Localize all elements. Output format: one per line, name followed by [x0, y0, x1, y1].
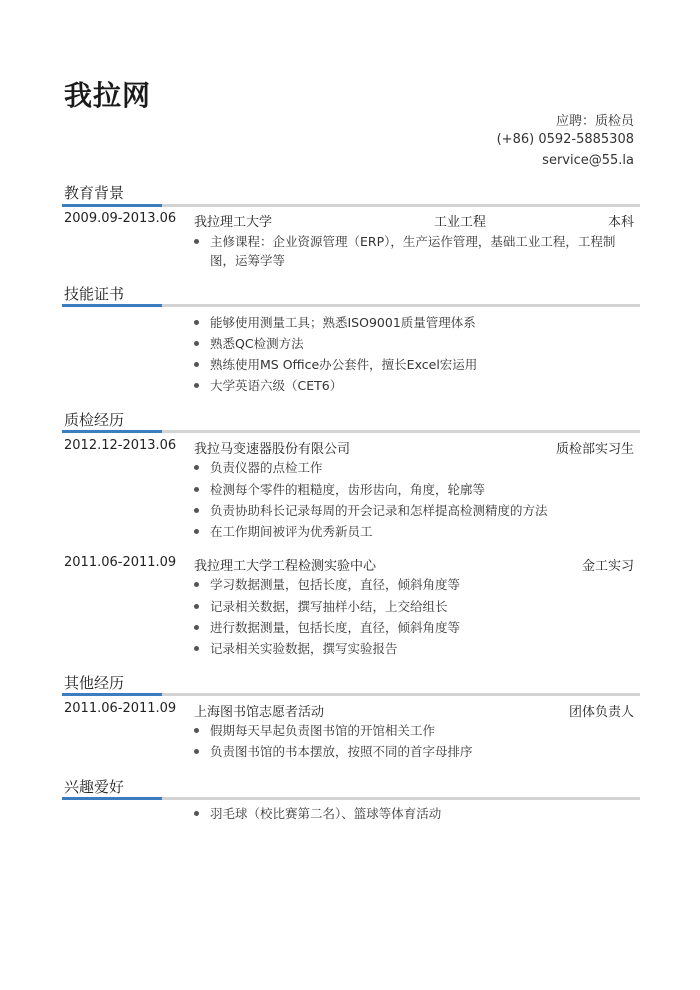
other-entry-org: 上海图书馆志愿者活动	[194, 705, 325, 720]
section-rule-accent	[62, 693, 162, 696]
qc-entry-date: 2011.06-2011.09	[64, 555, 177, 570]
other-entry-role: 团体负责人	[568, 705, 634, 720]
bullet-dot-icon	[194, 487, 199, 492]
bullet-dot-icon	[194, 646, 199, 651]
resume-name: 我拉网	[64, 79, 152, 112]
list-item-text: 熟练使用MS Office办公套件，擅长Excel宏运用	[210, 357, 478, 372]
section-rule-accent	[62, 304, 162, 307]
qc-entry-role: 金工实习	[581, 559, 634, 574]
section-title-skills: 技能证书	[64, 285, 125, 303]
qc-entry-org: 我拉理工大学工程检测实验中心	[194, 559, 377, 574]
list-item	[194, 313, 640, 332]
list-item	[194, 334, 640, 353]
other-entry-date: 2011.06-2011.09	[64, 701, 177, 716]
bullet-dot-icon	[194, 239, 199, 244]
list-item-text: 羽毛球（校比赛第二名）、篮球等体育活动	[210, 806, 442, 821]
list-item	[194, 501, 640, 520]
list-item	[194, 232, 640, 270]
list-item-text: 负责协助科长记录每周的开会记录和怎样提高检测精度的方法	[210, 503, 548, 518]
list-item-text: 负责图书馆的书本摆放，按照不同的首字母排序	[210, 744, 473, 759]
list-item-text: 记录相关实验数据，撰写实验报告	[210, 641, 398, 656]
bullet-dot-icon	[194, 749, 199, 754]
section-title-other: 其他经历	[64, 674, 125, 692]
bullet-dot-icon	[194, 341, 199, 346]
list-item	[194, 597, 640, 616]
education-school: 我拉理工大学	[194, 215, 273, 230]
education-degree: 本科	[607, 215, 634, 230]
list-item-text: 负责仪器的点检工作	[210, 460, 323, 475]
list-item-text: 主修课程：企业资源管理（ERP），生产运作管理，基础工业工程，工程制图，运筹学等	[210, 234, 616, 268]
section-rule-accent	[62, 430, 162, 433]
bullet-dot-icon	[194, 582, 199, 587]
list-item	[194, 721, 640, 740]
list-item	[194, 522, 640, 541]
list-item	[194, 742, 640, 761]
bullet-dot-icon	[194, 508, 199, 513]
education-date: 2009.09-2013.06	[64, 211, 177, 226]
section-title-education: 教育背景	[64, 184, 125, 202]
qc-entry-org: 我拉马变速器股份有限公司	[194, 442, 351, 457]
qc-entry-date: 2012.12-2013.06	[64, 438, 177, 453]
section-rule-accent	[62, 797, 162, 800]
phone-number: (+86) 0592-5885308	[496, 132, 634, 147]
bullet-dot-icon	[194, 625, 199, 630]
list-item-text: 熟悉QC检测方法	[210, 336, 304, 351]
list-item-text: 学习数据测量，包括长度，直径，倾斜角度等	[210, 577, 461, 592]
qc-entry-role: 质检部实习生	[555, 442, 634, 457]
list-item-text: 进行数据测量，包括长度，直径，倾斜角度等	[210, 620, 461, 635]
list-item	[194, 376, 640, 395]
section-rule-accent	[62, 204, 162, 207]
list-item-text: 记录相关数据，撰写抽样小结，上交给组长	[210, 599, 448, 614]
list-item	[194, 639, 640, 658]
list-item-text: 大学英语六级（CET6）	[210, 378, 343, 393]
list-item	[194, 480, 640, 499]
bullet-dot-icon	[194, 465, 199, 470]
list-item	[194, 804, 640, 823]
bullet-dot-icon	[194, 362, 199, 367]
education-major: 工业工程	[434, 215, 487, 230]
section-title-qc: 质检经历	[64, 411, 125, 429]
section-title-hobbies: 兴趣爱好	[64, 778, 125, 796]
bullet-dot-icon	[194, 320, 199, 325]
list-item	[194, 458, 640, 477]
bullet-dot-icon	[194, 529, 199, 534]
list-item	[194, 355, 640, 374]
list-item-text: 能够使用测量工具；熟悉ISO9001质量管理体系	[210, 315, 476, 330]
bullet-dot-icon	[194, 728, 199, 733]
bullet-dot-icon	[194, 811, 199, 816]
email-address: service@55.la	[542, 153, 634, 168]
list-item	[194, 575, 640, 594]
list-item	[194, 618, 640, 637]
bullet-dot-icon	[194, 383, 199, 388]
list-item-text: 假期每天早起负责图书馆的开馆相关工作	[210, 723, 436, 738]
list-item-text: 在工作期间被评为优秀新员工	[210, 524, 373, 539]
bullet-dot-icon	[194, 604, 199, 609]
apply-position: 应聘：质检员	[555, 114, 634, 129]
list-item-text: 检测每个零件的粗糙度，齿形齿向，角度，轮廓等	[210, 482, 486, 497]
